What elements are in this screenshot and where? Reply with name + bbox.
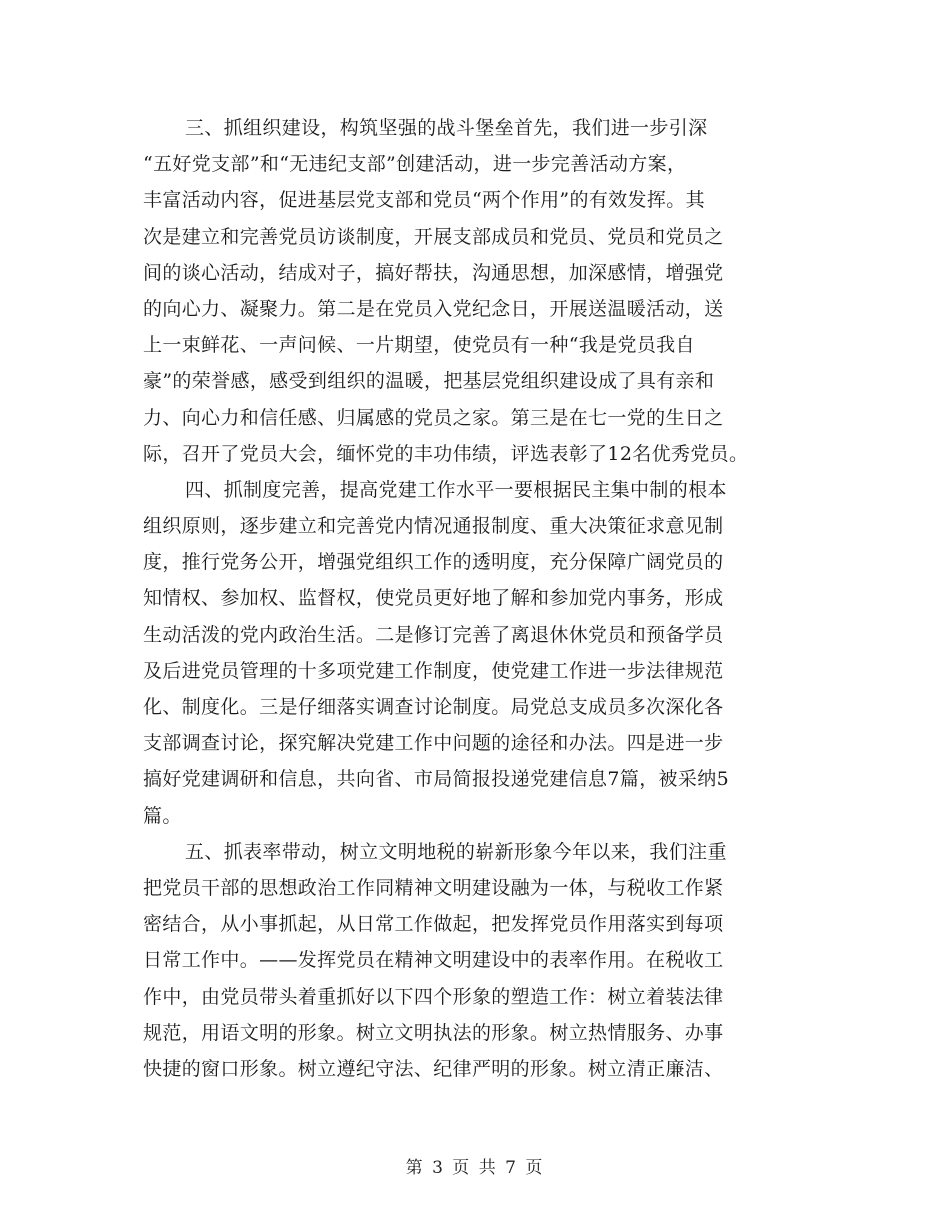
text-line: 密结合，从小事抓起，从日常工作做起，把发挥党员作用落实到每项	[143, 913, 724, 936]
text-line: 及后进党员管理的十多项党建工作制度，使党建工作进一步法律规范	[143, 659, 724, 682]
text-line: 篇。	[143, 804, 182, 827]
text-line: 四、抓制度完善，提高党建工作水平一要根据民主集中制的根本	[185, 478, 727, 501]
text-line: 力、向心力和信任感、归属感的党员之家。第三是在七一党的生日之	[143, 406, 724, 429]
text-line: 三、抓组织建设，构筑坚强的战斗堡垒首先，我们进一步引深	[185, 117, 708, 139]
body-text	[143, 110, 808, 1087]
text-line: 次是建立和完善党员访谈制度，开展支部成员和党员、党员和党员之	[143, 225, 724, 248]
text-line: 把党员干部的思想政治工作同精神文明建设融为一体，与税收工作紧	[143, 876, 724, 899]
text-line: 作中，由党员带头着重抓好以下四个形象的塑造工作：树立着装法律	[143, 985, 724, 1008]
text-line: 豪”的荣誉感，感受到组织的温暖，把基层党组织建设成了具有亲和	[143, 370, 715, 393]
text-line: 规范，用语文明的形象。树立文明执法的形象。树立热情服务、办事	[143, 1021, 724, 1044]
page-number-footer: 第 3 页 共 7 页	[405, 1158, 545, 1178]
text-line: 五、抓表率带动，树立文明地税的崭新形象今年以来，我们注重	[185, 840, 727, 863]
text-line: “五好党支部”和“无违纪支部”创建活动，进一步完善活动方案，	[143, 153, 687, 176]
text-line: 的向心力、凝聚力。第二是在党员入党纪念日，开展送温暖活动，送	[143, 297, 724, 320]
text-line: 搞好党建调研和信息，共向省、市局简报投递党建信息7篇，被采纳5	[143, 768, 730, 791]
text-line: 丰富活动内容，促进基层党支部和党员“两个作用”的有效发挥。其	[143, 189, 705, 212]
text-line: 快捷的窗口形象。树立遵纪守法、纪律严明的形象。树立清正廉洁、	[143, 1057, 724, 1080]
text-line: 间的谈心活动，结成对子，搞好帮扶，沟通思想，加深感情，增强党	[143, 261, 724, 284]
text-line: 际，召开了党员大会，缅怀党的丰功伟绩，评选表彰了12名优秀党员。	[143, 442, 749, 465]
text-line: 化、制度化。三是仔细落实调查讨论制度。局党总支成员多次深化各	[143, 696, 724, 718]
text-line: 上一束鲜花、一声问候、一片期望，使党员有一种“我是党员我自	[143, 334, 695, 357]
text-line: 日常工作中。——发挥党员在精神文明建设中的表率作用。在税收工	[143, 949, 724, 972]
text-line: 组织原则，逐步建立和完善党内情况通报制度、重大决策征求意见制	[143, 515, 724, 538]
text-line: 生动活泼的党内政治生活。二是修订完善了离退休休党员和预备学员	[143, 623, 724, 646]
text-line: 度，推行党务公开，增强党组织工作的透明度，充分保障广阔党员的	[143, 551, 724, 574]
text-line: 支部调查讨论，探究解决党建工作中问题的途径和办法。四是进一步	[143, 732, 724, 755]
text-line: 知情权、参加权、监督权，使党员更好地了解和参加党内事务，形成	[143, 587, 724, 610]
